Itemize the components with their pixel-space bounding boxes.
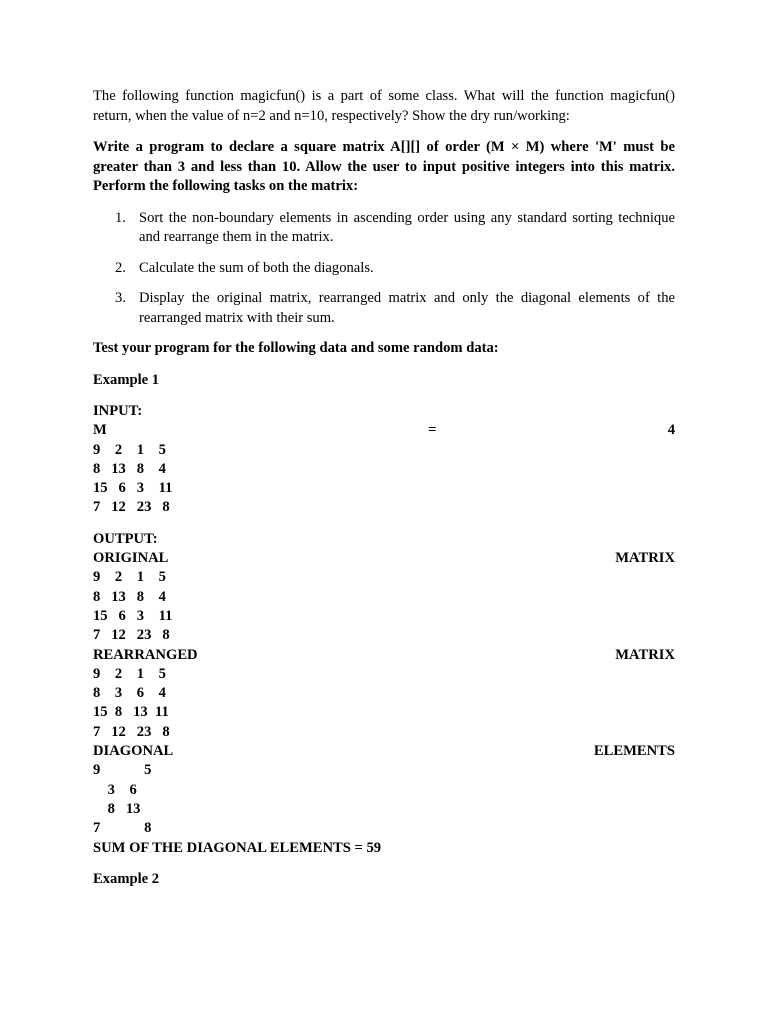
diagonal-row: 8 13 — [93, 800, 141, 817]
original-row: 7 12 23 8 — [93, 627, 170, 644]
rearranged-row: 9 2 1 5 — [93, 665, 166, 682]
task-item-3: 3. Display the original matrix, rearranged matrix and only the diagonal elements of the rearranged matrix with their sum. — [115, 290, 675, 326]
input-row: 15 6 3 11 — [93, 480, 173, 497]
diagonal-row: 7 8 — [93, 820, 152, 837]
intro-paragraph: The following function magicfun() is a part of some class. What will the function magicfun() return, when the value of n=2 and n=10, respectively? Show the dry run/working: — [93, 88, 675, 124]
test-instruction: Test your program for the following data and some random data: — [93, 340, 499, 356]
example1-heading: Example 1 — [93, 371, 160, 388]
question-paragraph: Write a program to declare a square matrix A[][] of order (M × M) where 'M' must be greater than 3 and less than 10. Allow the user to input positive integers into this matrix. Perform the following tasks on the matrix: — [93, 139, 675, 194]
diagonal-sum-line: SUM OF THE DIAGONAL ELEMENTS = 59 — [93, 839, 382, 856]
task-item-1: 1. Sort the non-boundary elements in ascending order using any standard sorting technique and rearrange them in the matrix. — [115, 209, 675, 245]
input-label: INPUT: — [93, 403, 143, 419]
diagonal-elements-title: DIAGONAL ELEMENTS — [93, 743, 675, 760]
diagonal-row: 9 5 — [93, 762, 152, 779]
task-item-2: 2. Calculate the sum of both the diagonals. — [115, 259, 374, 276]
output-label: OUTPUT: — [93, 530, 158, 547]
m-value-line: M = 4 — [93, 422, 675, 439]
original-row: 15 6 3 11 — [93, 607, 173, 624]
rearranged-row: 8 3 6 4 — [93, 685, 166, 702]
document-content — [93, 87, 675, 889]
rearranged-row: 7 12 23 8 — [93, 723, 170, 740]
rearranged-row: 15 8 13 11 — [93, 704, 169, 721]
diagonal-row: 3 6 — [93, 781, 137, 798]
original-row: 9 2 1 5 — [93, 569, 166, 586]
input-row: 8 13 8 4 — [93, 460, 166, 477]
original-row: 8 13 8 4 — [93, 588, 166, 605]
input-row: 7 12 23 8 — [93, 499, 170, 516]
original-matrix-title: ORIGINAL MATRIX — [93, 550, 675, 567]
rearranged-matrix-title: REARRANGED MATRIX — [93, 646, 675, 663]
task-list — [93, 209, 675, 329]
input-row: 9 2 1 5 — [93, 441, 166, 458]
example2-heading: Example 2 — [93, 870, 160, 887]
example1-input-block — [93, 402, 675, 518]
example1-output-block — [93, 530, 675, 858]
